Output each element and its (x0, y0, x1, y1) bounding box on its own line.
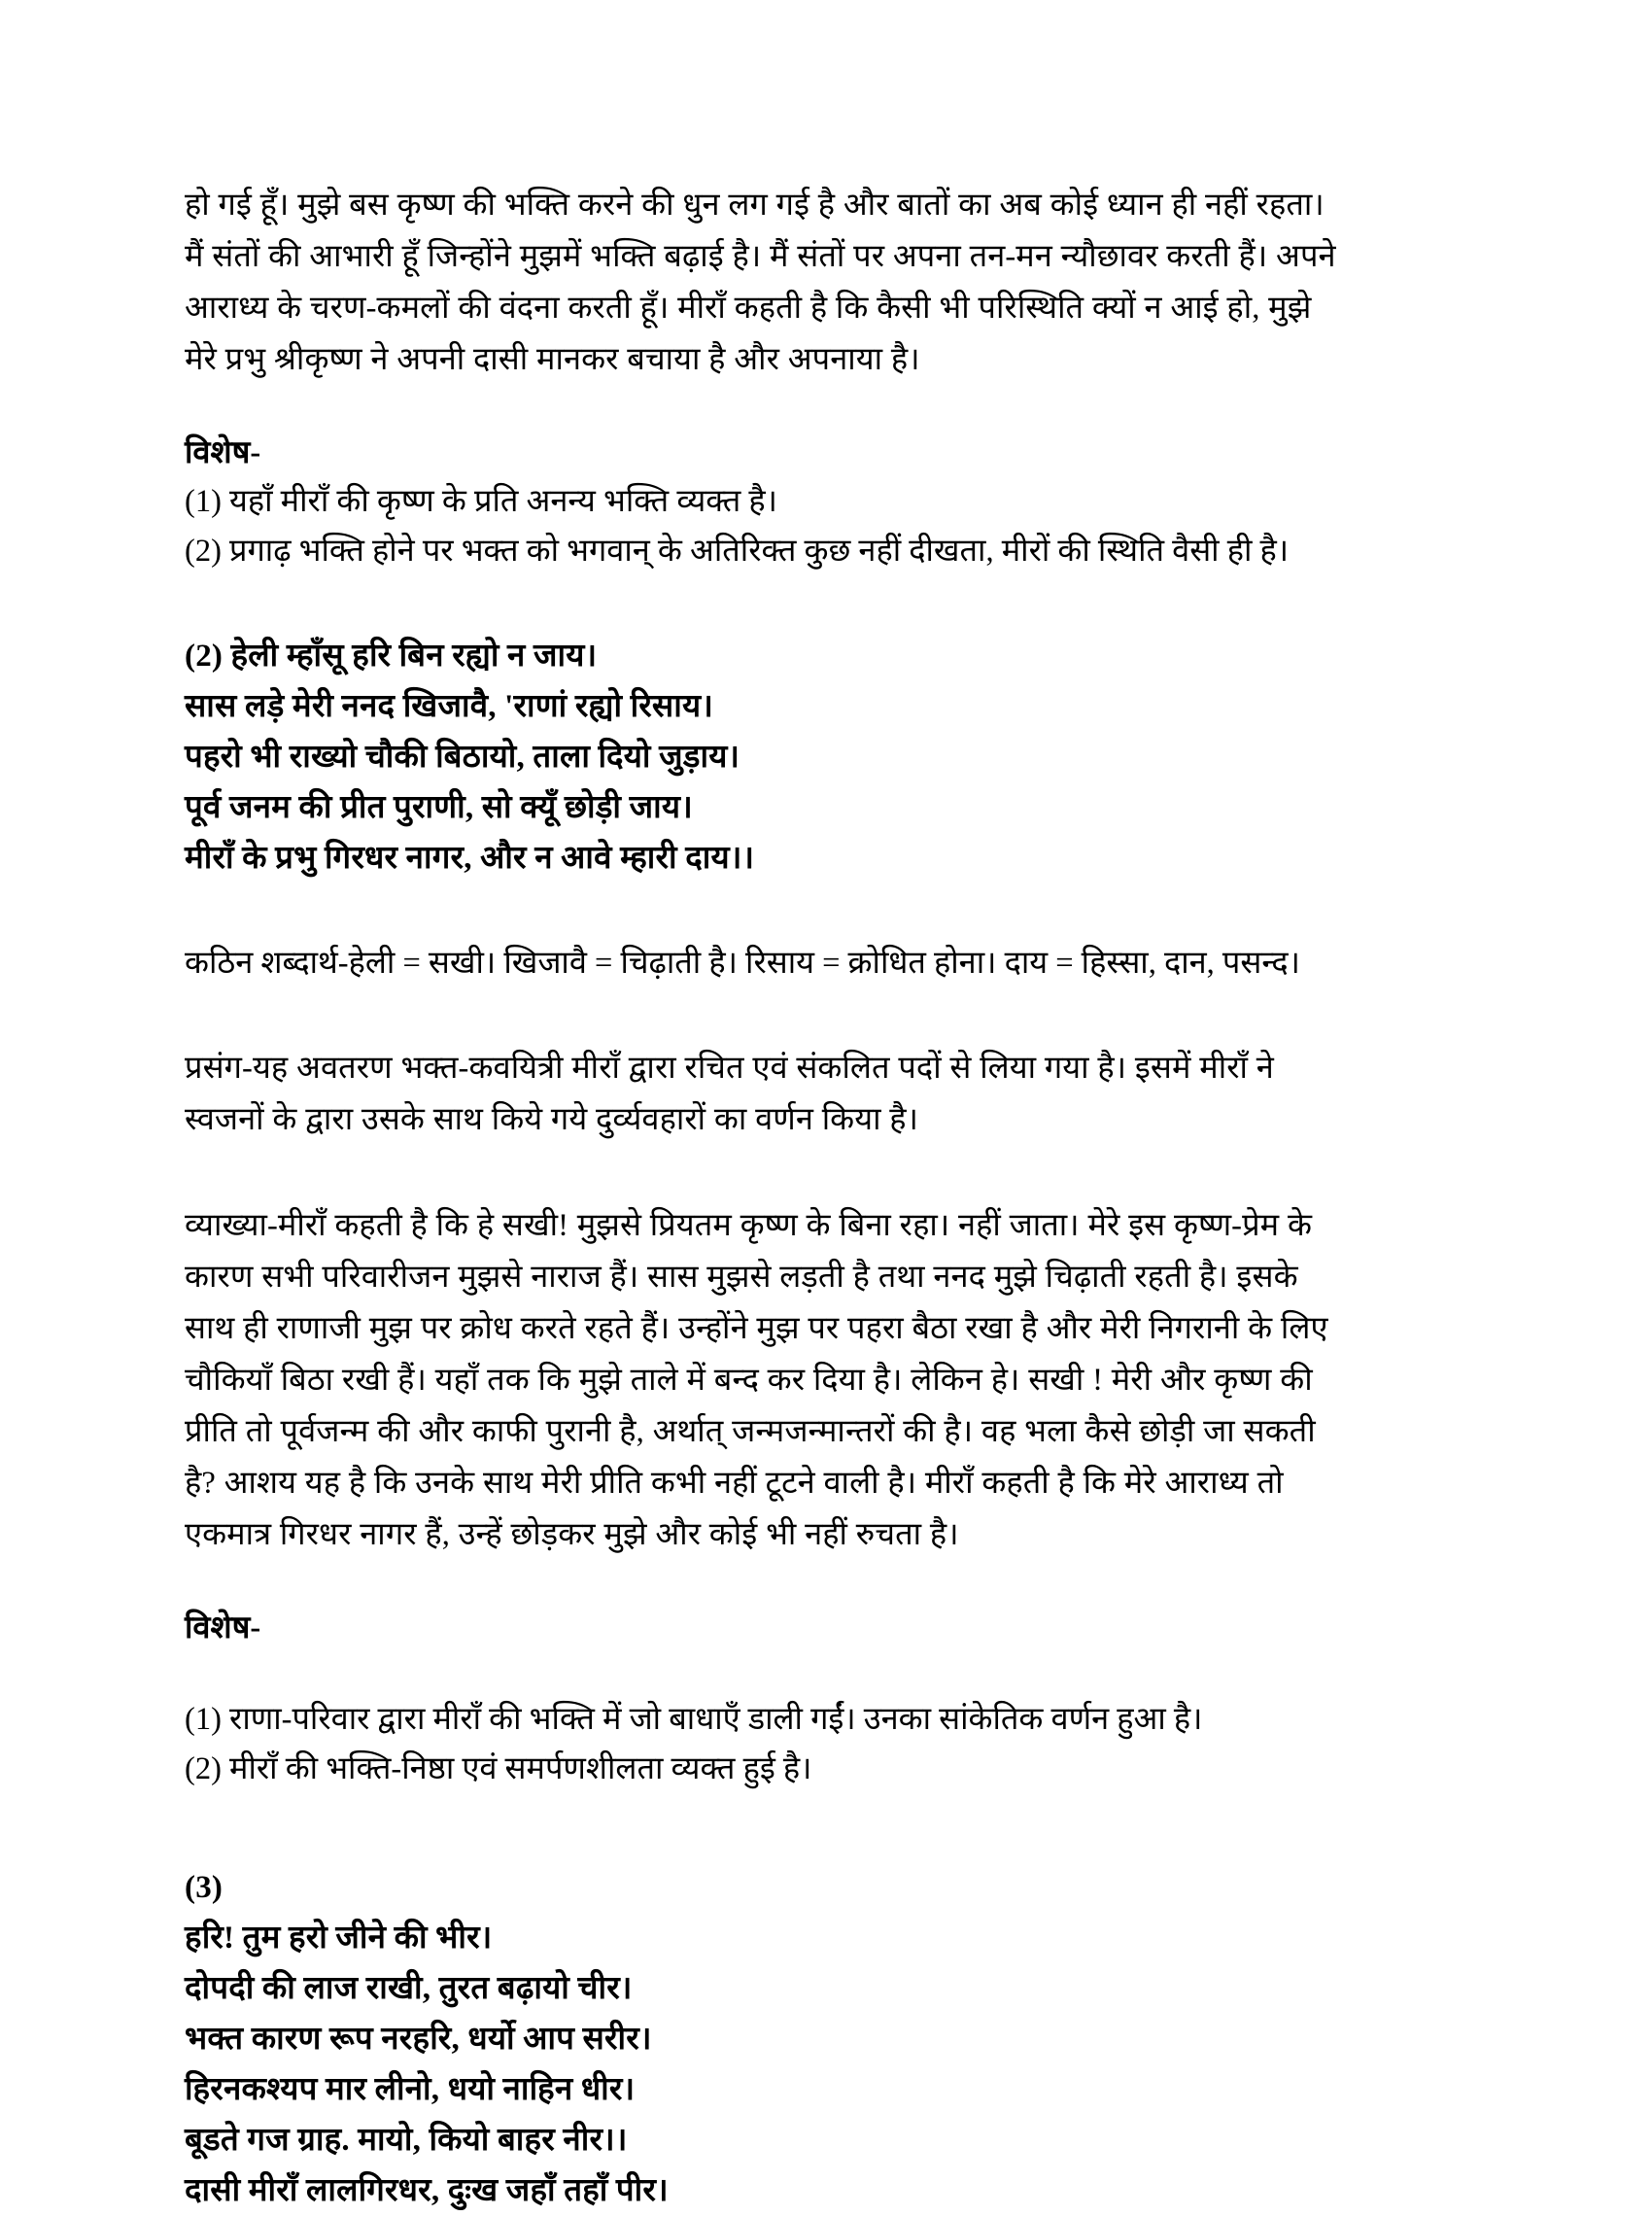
verse-block-2 (185, 631, 1526, 883)
paragraph-line: हो गई हूँ। मुझे बस कृष्ण की भक्ति करने की धुन लग गई है और बातों का अब कोई ध्यान ही नहीं रहता। (185, 188, 1325, 223)
verse-line: मीराँ के प्रभु गिरधर नागर, और न आवे म्हारी दाय।। (185, 841, 755, 876)
verse-line: सास लड़े मेरी ननद खिजावै, 'राणां रह्यो रिसाय। (185, 689, 714, 724)
vishesh-point: (2) प्रगाढ़ भक्ति होने पर भक्त को भगवान् के अतिरिक्त कुछ नहीं दीखता, मीरों की स्थिति वैसी ही है। (185, 534, 1290, 569)
vishesh-heading: विशेष- (185, 435, 261, 470)
verse-line: बूडते गज ग्राह. मायो, कियो बाहर नीर।। (185, 2123, 628, 2158)
paragraph-line: आराध्य के चरण-कमलों की वंदना करती हूँ। मीराँ कहती है कि कैसी भी परिस्थिति क्यों न आई हो, मुझे (185, 291, 1312, 326)
paragraph-line: प्रीति तो पूर्वजन्म की और काफी पुरानी है, अर्थात् जन्मजन्मान्तरों की है। वह भला कैसे छोड़ी जा सकती (185, 1414, 1316, 1449)
vishesh-point: (1) राणा-परिवार द्वारा मीराँ की भक्ति में जो बाधाएँ डाली गईं। उनका सांकेतिक वर्णन हुआ है। (185, 1702, 1203, 1737)
spacer (185, 386, 1526, 429)
spacer (185, 1146, 1526, 1200)
vishesh-point: (2) मीराँ की भक्ति-निष्ठा एवं समर्पणशीलता व्यक्त हुई है। (185, 1751, 812, 1786)
verse-line: (2) हेली म्हाँसू हरि बिन रह्यो न जाय। (185, 639, 598, 674)
paragraph-line: मेरे प्रभु श्रीकृष्ण ने अपनी दासी मानकर बचाया है और अपनाया है। (185, 342, 920, 377)
paragraph-line: है? आशय यह है कि उनके साथ मेरी प्रीति कभी नहीं टूटने वाली है। मीराँ कहती है कि मेरे आराध्य तो (185, 1466, 1284, 1501)
spacer (185, 576, 1526, 631)
verse-line: हिरनकश्यप मार लीनो, धयो नाहिन धीर। (185, 2072, 636, 2107)
verse-line: भक्त कारण रूप नरहरि, धर्यो आप सरीर। (185, 2022, 652, 2057)
vishesh-point: (1) यहाँ मीराँ की कृष्ण के प्रति अनन्य भक्ति व्यक्त है। (185, 484, 777, 519)
paragraph-line: कारण सभी परिवारीजन मुझसे नाराज हैं। सास मुझसे लड़ती है तथा ननद मुझे चिढ़ाती रहती है। इसके (185, 1260, 1298, 1295)
paragraph-line: साथ ही राणाजी मुझ पर क्रोध करते रहते हैं। उन्होंने मुझ पर पहरा बैठा रखा है और मेरी निगरानी के लिए (185, 1311, 1328, 1346)
vishesh-section-2 (185, 1604, 1526, 1794)
spacer (185, 1794, 1526, 1862)
verse-line: हरि! तुम हरो जीने की भीर। (185, 1921, 493, 1956)
paragraph-line: मैं संतों की आभारी हूँ जिन्होंने मुझमें भक्ति बढ़ाई है। मैं संतों पर अपना तन-मन न्यौछावर करती हैं। अपने (185, 239, 1336, 274)
paragraph-line: एकमात्र गिरधर नागर हैं, उन्हें छोड़कर मुझे और कोई भी नहीं रुचता है। (185, 1517, 959, 1552)
verse-line: दासी मीराँ लालगिरधर, दुःख जहाँ तहाँ पीर। (185, 2173, 669, 2208)
verse-line: पहरो भी राख्यो चौकी बिठायो, ताला दियो जुड़ाय। (185, 740, 740, 775)
spacer (185, 883, 1526, 938)
page-content (185, 180, 1526, 2216)
shabdarth-line: कठिन शब्दार्थ-हेली = सखी। खिजावै = चिढ़ाती है। रिसाय = क्रोधित होना। दाय = हिस्सा, दान, पसन्द। (185, 946, 1300, 981)
paragraph-line: स्वजनों के द्वारा उसके साथ किये गये दुर्व्यवहारों का वर्णन किया है। (185, 1102, 919, 1137)
prasang-block-2 (185, 1043, 1526, 1146)
paragraph-line: व्याख्या-मीराँ कहती है कि हे सखी! मुझसे प्रियतम कृष्ण के बिना रहा। नहीं जाता। मेरे इस कृष्ण-प्रेम के (185, 1208, 1313, 1243)
paragraph-line: प्रसंग-यह अवतरण भक्त-कवयित्री मीराँ द्वारा रचित एवं संकलित पदों से लिया गया है। इसमें मीराँ ने (185, 1051, 1274, 1086)
spacer (185, 1652, 1526, 1695)
vyakhya-block-2 (185, 1200, 1526, 1561)
spacer (185, 1561, 1526, 1604)
verse-number: (3) (185, 1870, 224, 1905)
verse-line: दोपदी की लाज राखी, तुरत बढ़ायो चीर। (185, 1971, 633, 2006)
vishesh-heading: विशेष- (185, 1610, 261, 1645)
explanation-paragraph-1 (185, 180, 1526, 386)
verse-line: पूर्व जनम की प्रीत पुराणी, सो क्यूँ छोड़ी जाय। (185, 790, 693, 825)
verse-block-3 (185, 1862, 1526, 2216)
paragraph-line: चौकियाँ बिठा रखी हैं। यहाँ तक कि मुझे ताले में बन्द कर दिया है। लेकिन हे। सखी ! मेरी और कृष्ण की (185, 1363, 1313, 1398)
vishesh-section-1 (185, 429, 1526, 576)
spacer (185, 988, 1526, 1043)
